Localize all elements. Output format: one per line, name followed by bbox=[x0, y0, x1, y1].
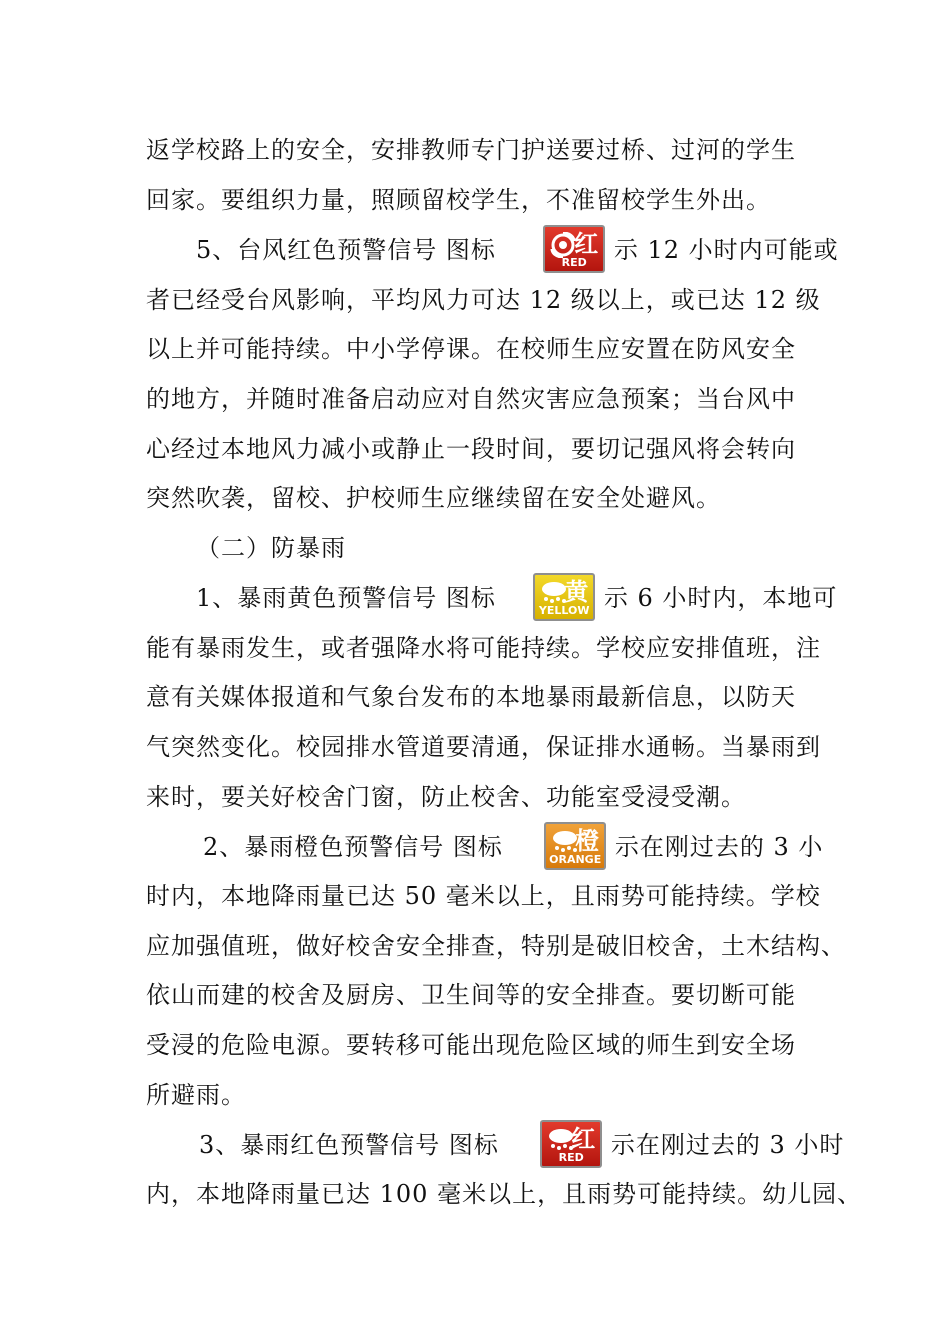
text-line: 心经过本地风力减小或静止一段时间，要切记强风将会转向 bbox=[146, 435, 796, 463]
text-line: 回家。要组织力量，照顾留校学生，不准留校学生外出。 bbox=[146, 186, 771, 214]
text-line: 返学校路上的安全，安排教师专门护送要过桥、过河的学生 bbox=[146, 136, 796, 164]
text-line: 气突然变化。校园排水管道要清通，保证排水通畅。当暴雨到 bbox=[146, 733, 821, 761]
text-line: 应加强值班，做好校舍安全排查，特别是破旧校舍，土木结构、 bbox=[146, 932, 846, 960]
signal-glyph: 黄 bbox=[564, 577, 589, 606]
text-line: 者已经受台风影响，平均风力可达 12 级以上，或已达 12 级 bbox=[146, 286, 821, 314]
signal-label: YELLOW bbox=[538, 604, 590, 617]
signal-label: ORANGE bbox=[549, 853, 602, 866]
text-line: 受浸的危险电源。要转移可能出现危险区域的师生到安全场 bbox=[146, 1031, 796, 1059]
text-line: 突然吹袭，留校、护校师生应继续留在安全处避风。 bbox=[146, 484, 721, 512]
text-line: 内，本地降雨量已达 100 毫米以上，且雨势可能持续。幼儿园、 bbox=[146, 1180, 863, 1208]
signal-glyph: 红 bbox=[571, 1124, 596, 1153]
rain-red-signal-line bbox=[199, 1125, 889, 1165]
signal-glyph: 红 bbox=[574, 229, 599, 258]
text-line: 意有关媒体报道和气象台发布的本地暴雨最新信息，以防天 bbox=[146, 683, 796, 711]
text-line: 所避雨。 bbox=[146, 1081, 246, 1109]
typhoon-red-warning-icon bbox=[543, 225, 605, 273]
section-heading: （二）防暴雨 bbox=[196, 534, 346, 562]
text-line: 能有暴雨发生，或者强降水将可能持续。学校应安排值班，注 bbox=[146, 634, 821, 662]
signal-glyph: 橙 bbox=[575, 826, 600, 855]
rain-yellow-prefix: 1、暴雨黄色预警信号 图标 bbox=[196, 584, 496, 612]
rain-yellow-signal-line bbox=[196, 578, 886, 618]
text-line: 的地方，并随时准备启动应对自然灾害应急预案；当台风中 bbox=[146, 385, 796, 413]
text-line: 时内，本地降雨量已达 50 毫米以上，且雨势可能持续。学校 bbox=[146, 882, 821, 910]
rain-yellow-warning-icon bbox=[533, 573, 595, 621]
typhoon-red-prefix: 5、台风红色预警信号 图标 bbox=[196, 236, 496, 264]
rain-orange-suffix: 示在刚过去的 3 小 bbox=[614, 833, 824, 861]
rain-orange-signal-line bbox=[203, 827, 893, 867]
typhoon-red-signal-line bbox=[196, 230, 886, 270]
text-line: 以上并可能持续。中小学停课。在校师生应安置在防风安全 bbox=[146, 335, 796, 363]
rain-red-warning-icon bbox=[540, 1120, 602, 1168]
rain-red-prefix: 3、暴雨红色预警信号 图标 bbox=[199, 1131, 499, 1159]
signal-label: RED bbox=[558, 1151, 584, 1164]
text-line: 依山而建的校舍及厨房、卫生间等的安全排查。要切断可能 bbox=[146, 981, 796, 1009]
rain-orange-warning-icon bbox=[544, 822, 606, 870]
typhoon-icon bbox=[550, 232, 576, 258]
signal-label: RED bbox=[561, 256, 587, 269]
rain-yellow-suffix: 示 6 小时内，本地可 bbox=[603, 584, 838, 612]
text-line: 来时，要关好校舍门窗，防止校舍、功能室受浸受潮。 bbox=[146, 783, 746, 811]
rain-red-suffix: 示在刚过去的 3 小时 bbox=[610, 1131, 845, 1159]
rain-orange-prefix: 2、暴雨橙色预警信号 图标 bbox=[203, 833, 503, 861]
typhoon-red-suffix: 示 12 小时内可能或 bbox=[613, 236, 839, 264]
